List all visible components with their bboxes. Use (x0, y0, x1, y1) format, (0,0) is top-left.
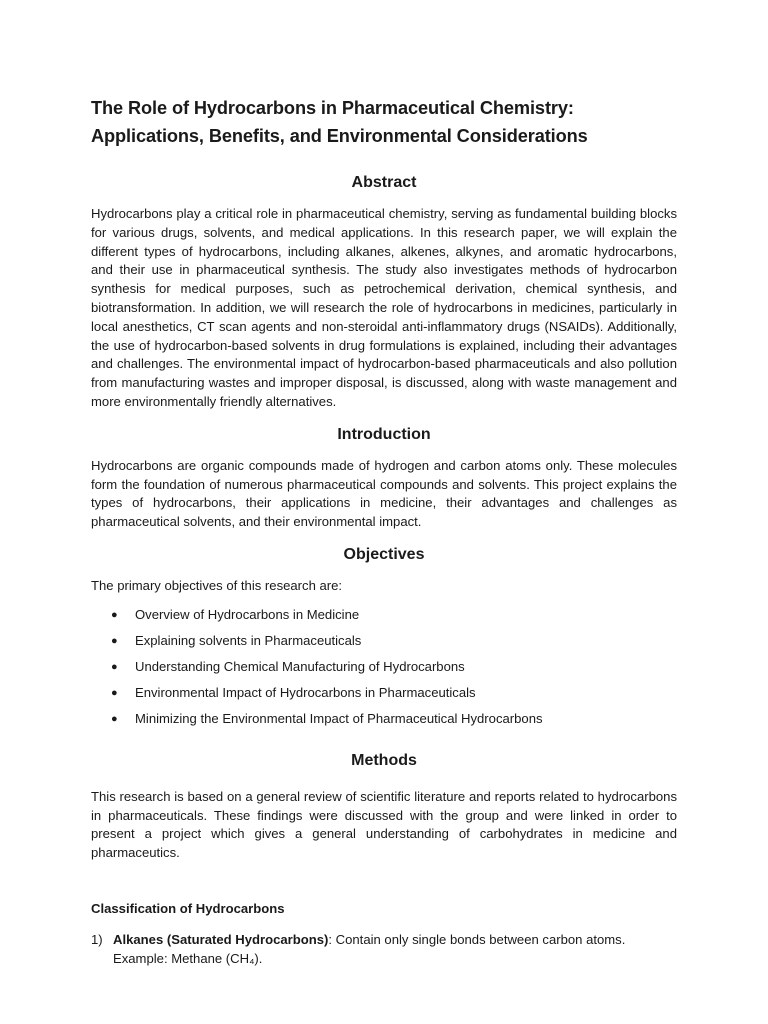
methods-text: This research is based on a general review of scientific literature and reports related to hydrocarbons in pharmaceuticals. These findings were discussed with the group and were linked in order to present a project which gives a general understanding of carbohydrates in medicine and pharmaceutics. (91, 788, 677, 861)
objective-text: Environmental Impact of Hydrocarbons in Pharmaceuticals (135, 684, 476, 700)
objectives-heading: Objectives (343, 545, 425, 563)
list-item (111, 684, 677, 710)
item-number: 1) (91, 931, 103, 947)
paper-title: The Role of Hydrocarbons in Pharmaceutical Chemistry: Applications, Benefits, and Environmental Considerations (91, 98, 588, 146)
bullet-icon: ● (111, 608, 118, 621)
list-item (111, 632, 677, 658)
list-item (111, 710, 677, 736)
methods-heading: Methods (351, 751, 417, 769)
objective-text: Minimizing the Environmental Impact of Pharmaceutical Hydrocarbons (135, 710, 543, 726)
list-item (111, 658, 677, 684)
bullet-icon: ● (111, 712, 118, 725)
objective-text: Explaining solvents in Pharmaceuticals (135, 632, 362, 648)
introduction-heading: Introduction (337, 425, 431, 443)
introduction-text: Hydrocarbons are organic compounds made of hydrogen and carbon atoms only. These molecules form the foundation of numerous pharmaceutical compounds and solvents. This project explains the types of hydrocarbons, their applications in medicine, their advantages and challenges as pharmaceutical solvents, and their environmental impact. (91, 457, 677, 530)
list-item (111, 606, 677, 632)
classification-heading: Classification of Hydrocarbons (91, 900, 285, 916)
item-text (113, 930, 677, 968)
classification-item (91, 930, 677, 968)
objectives-list (91, 606, 677, 736)
abstract-text: Hydrocarbons play a critical role in pharmaceutical chemistry, serving as fundamental building blocks for various drugs, solvents, and medical applications. In this research paper, we will explain the different types of hydrocarbons, including alkanes, alkenes, alkynes, and aromatic hydrocarbons, and their use in pharmaceutical synthesis. The study also investigates methods of hydrocarbon synthesis for medical purposes, such as petrochemical derivation, chemical synthesis, and biotransformation. In addition, we will research the role of hydrocarbons in medicines, particularly in local anesthetics, CT scan agents and non-steroidal anti-inflammatory drugs (NSAIDs). Additionally, the use of hydrocarbon-based solvents in drug formulations is explained, including their advantages and challenges. The environmental impact of hydrocarbon-based pharmaceuticals and also pollution from manufacturing wastes and improper disposal, is discussed, along with waste management and more environmentally friendly alternatives. (91, 206, 677, 409)
item-term: Alkanes (Saturated Hydrocarbons) (113, 931, 329, 947)
bullet-icon: ● (111, 686, 118, 699)
abstract-heading: Abstract (351, 174, 417, 191)
bullet-icon: ● (111, 634, 118, 647)
item-description: : Contain only single bonds between carbon atoms. Example: Methane (CH₄). (113, 931, 626, 966)
objective-text: Understanding Chemical Manufacturing of Hydrocarbons (135, 658, 465, 674)
bullet-icon: ● (111, 660, 118, 673)
objective-text: Overview of Hydrocarbons in Medicine (135, 606, 360, 622)
objectives-intro: The primary objectives of this research are: (91, 577, 343, 593)
